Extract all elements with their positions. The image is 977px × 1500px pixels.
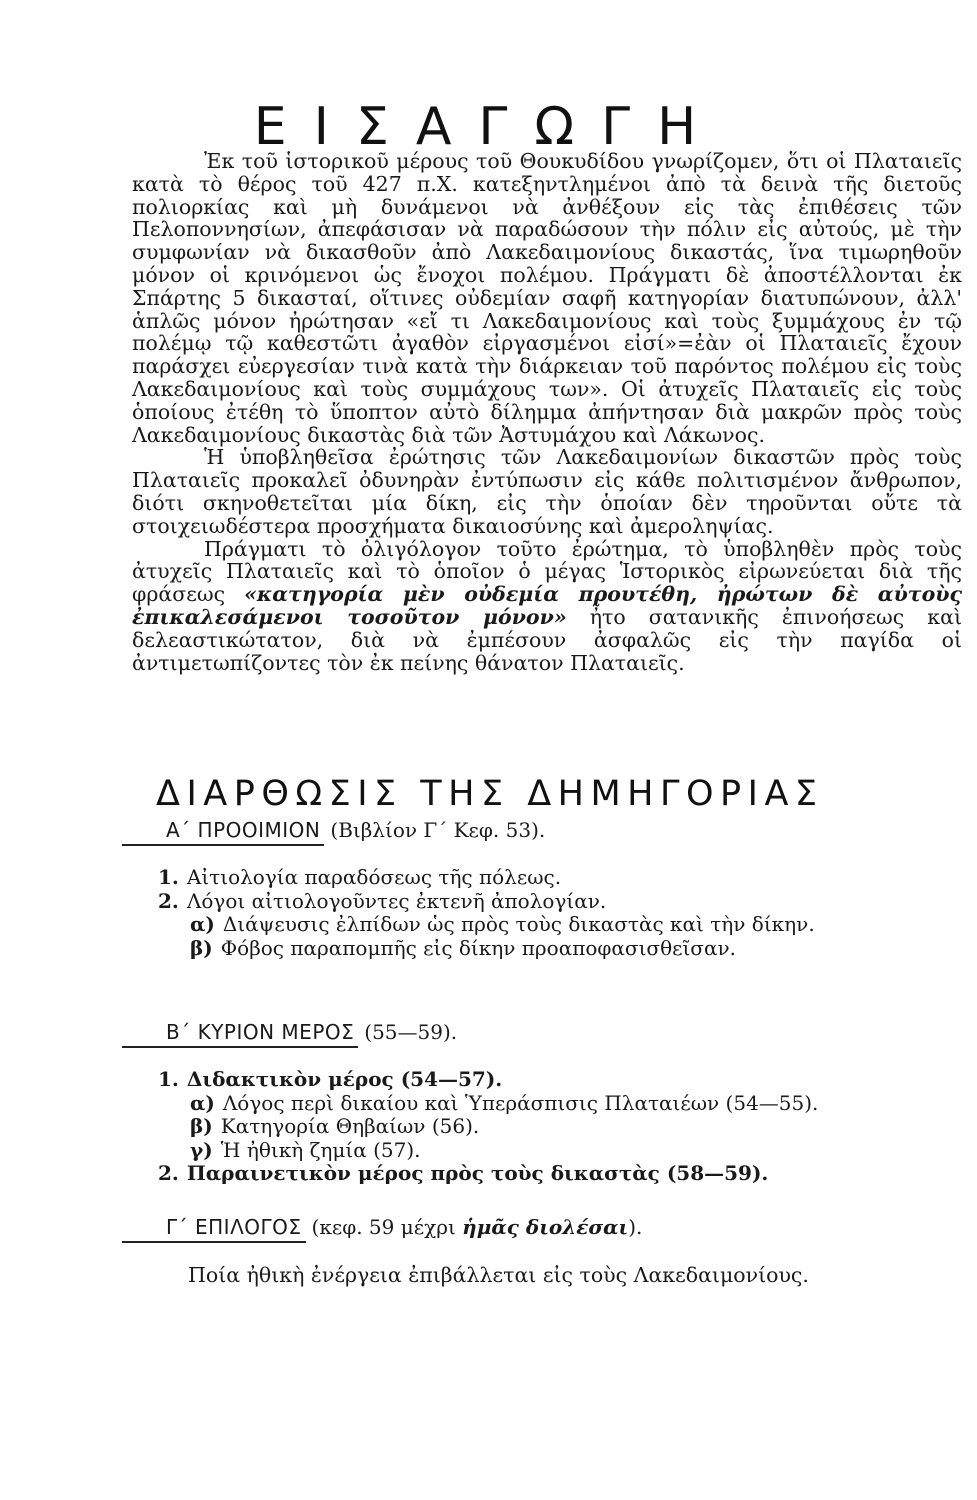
item-marker: α) <box>190 1090 215 1115</box>
item-text: Ἡ ἠθικὴ ζημία (57). <box>220 1137 421 1162</box>
list-item <box>158 1092 818 1116</box>
item-marker: γ) <box>190 1137 213 1162</box>
part-c-label: Γ΄ ΕΠΙΛΟΓΟΣ <box>122 1215 306 1243</box>
item-text: Λόγος περὶ δικαίου καὶ Ὑπεράσπισις Πλαταιέων (54—55). <box>222 1090 819 1115</box>
part-b-reference: (55—59). <box>364 1020 458 1044</box>
part-c-heading <box>122 1215 642 1243</box>
list-item <box>158 890 815 914</box>
list-item <box>158 866 815 890</box>
closing-question: Ποία ἠθικὴ ἐνέργεια ἐπιβάλλεται εἰς τοὺς Λακεδαιμονίους. <box>188 1263 809 1287</box>
item-number: 2. <box>158 888 179 913</box>
item-text: Λόγοι αἰτιολογοῦντες ἐκτενῆ ἀπολογίαν. <box>186 888 607 913</box>
part-a-reference: (Βιβλίον Γ΄ Κεφ. 53). <box>330 818 546 842</box>
part-a-heading <box>122 818 545 846</box>
item-text: Διάψευσις ἐλπίδων ὡς πρὸς τοὺς δικαστὰς καὶ τὴν δίκην. <box>222 912 815 936</box>
outline-title: ΔΙΑΡΘΩΣΙΣ ΤΗΣ ΔΗΜΗΓΟΡΙΑΣ <box>156 774 824 815</box>
part-b-heading <box>122 1020 457 1048</box>
item-number: 1. <box>158 865 179 889</box>
part-a-label: Α΄ ΠΡΟΟΙΜΙΟΝ <box>122 818 324 846</box>
intro-paragraph-1: Ἐκ τοῦ ἱστορικοῦ μέρους τοῦ Θουκυδίδου γνωρίζομεν, ὅτι οἱ Πλαταιεῖς κατὰ τὸ θέρος τοῦ 427 π.Χ. κατεξηντλημένοι ἀπὸ τὰ δεινὰ τῆς διετοῦς πολιορκίας καὶ μὴ δυνάμενοι νὰ ἀνθέξουν εἰς τὰς ἐπιθέσεις τῶν Πελοποννησίων, ἀπεφάσισαν νὰ παραδώσουν τὴν πόλιν εἰς αὐτούς, μὲ τὴν συμφωνίαν νὰ δικασθοῦν ἀπὸ Λακεδαιμονίους δικαστάς, ἵνα τιμωρηθοῦν μόνον οἱ κρινόμενοι ὡς ἔνοχοι πολέμου. Πράγματι δὲ ἀποστέλλονται ἐκ Σπάρτης 5 δικασταί, οἵτινες οὐδεμίαν σαφῆ κατηγορίαν διατυπώνουν, ἀλλ' ἁπλῶς μόνον ἠρώτησαν «εἴ τι Λακεδαιμονίους καὶ τοὺς ξυμμάχους ἐν τῷ πολέμῳ τῷ καθεστῶτι ἀγαθὸν εἰργασμένοι εἰσί»=ἐὰν οἱ Πλαταιεῖς ἔχουν παράσχει εὐεργεσίαν τινὰ κατὰ τὴν διάρκειαν τοῦ παρόντος πολέμου εἰς τοὺς Λακεδαιμονίους καὶ τοὺς συμμάχους των». Οἱ ἀτυχεῖς Πλαταιεῖς εἰς τοὺς ὁποίους ἐτέθη τὸ ὕποπτον αὐτὸ δίλημμα ἀπήντησαν διὰ μακρῶν πρὸς τοὺς Λακεδαιμονίους δικαστὰς διὰ τῶν Ἀστυμάχου καὶ Λάκωνος. <box>132 149 962 447</box>
item-number: 2. <box>158 1161 179 1185</box>
intro-paragraph-2: Ἡ ὑποβληθεῖσα ἐρώτησις τῶν Λακεδαιμονίων δικαστῶν πρὸς τοὺς Πλαταιεῖς προκαλεῖ ὀδυνηρὰν ἐντύπωσιν εἰς κάθε πολιτισμένον ἄνθρωπον, διότι σκηνοθετεῖται μία δίκη, εἰς τὴν ὁποίαν δὲν τηροῦνται οὔτε τὰ στοιχειωδέστερα προσχήματα δικαιοσύνης καὶ ἀμεροληψίας. <box>132 445 962 538</box>
thucydides-quote: «κατηγορία μὲν οὐδεμία προυτέθη, ἠρώτων δὲ αὐτοὺς ἐπικαλεσάμενοι τοσοῦτον μόνον» <box>132 582 962 629</box>
item-text: Παραινετικὸν μέρος πρὸς τοὺς δικαστὰς (58—59). <box>186 1161 769 1185</box>
part-c-ref-emphasis: ἡμᾶς διολέσαι <box>462 1215 629 1239</box>
part-b-label: Β΄ ΚΥΡΙΟΝ ΜΕΡΟΣ <box>122 1020 358 1048</box>
intro-paragraph-3-start: Πράγματι τὸ ὀλιγόλογον τοῦτο ἐρώτημα, τὸ ὑποβληθὲν πρὸς τοὺς ἀτυχεῖς Πλαταιεῖς καὶ τὸ ὁποῖον ὁ μέγας Ἱστορικὸς εἰρωνεύεται διὰ τῆς φράσεως <box>132 536 962 607</box>
item-text: Κατηγορία Θηβαίων (56). <box>220 1114 480 1138</box>
list-item <box>158 1068 818 1092</box>
part-b-list <box>158 1068 818 1186</box>
item-number: 1. <box>158 1067 179 1091</box>
page-title: ΕΙΣΑΓΩΓΗ <box>253 96 724 157</box>
part-c-ref-end: ). <box>628 1215 643 1239</box>
part-a-list <box>158 866 815 960</box>
introduction-text <box>132 150 962 674</box>
item-marker: β) <box>190 935 213 960</box>
intro-paragraph-3 <box>132 538 962 675</box>
list-item <box>158 1115 818 1139</box>
item-marker: β) <box>190 1114 213 1138</box>
item-text: Διδακτικὸν μέρος (54—57). <box>186 1067 503 1091</box>
list-item <box>158 937 815 961</box>
item-marker: α) <box>190 912 215 936</box>
item-text: Φόβος παραπομπῆς εἰς δίκην προαποφασισθεῖσαν. <box>220 935 736 960</box>
list-item <box>158 913 815 937</box>
part-c-reference <box>312 1215 643 1239</box>
item-text: Αἰτιολογία παραδόσεως τῆς πόλεως. <box>186 865 562 889</box>
intro-paragraph-3-end: ἦτο σατανικῆς ἐπινοήσεως καὶ δελεαστικώτατον, διὰ νὰ ἐμπέσουν ἀσφαλῶς εἰς τὴν παγίδα οἱ ἀντιμετωπίζοντες τὸν ἐκ πείνης θάνατον Πλαταιεῖς. <box>132 604 962 675</box>
part-c-ref-start: (κεφ. 59 μέχρι <box>311 1215 456 1239</box>
list-item <box>158 1162 818 1186</box>
list-item <box>158 1139 818 1163</box>
